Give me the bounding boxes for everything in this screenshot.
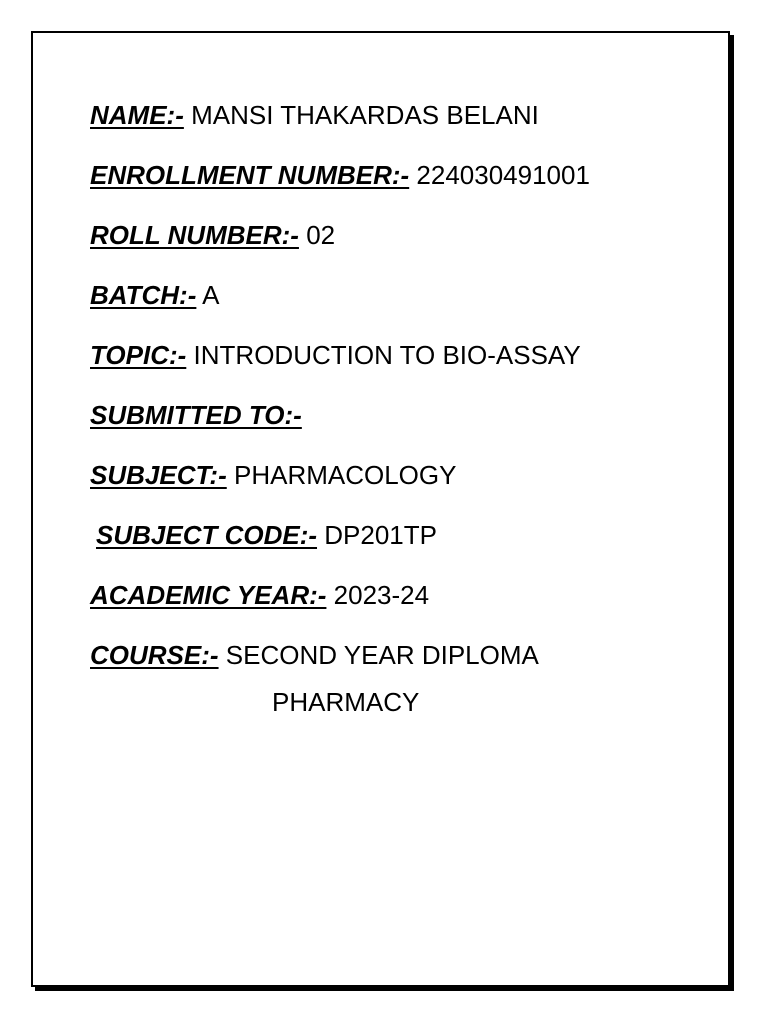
enrollment-row [90, 159, 590, 191]
roll-label: ROLL NUMBER:- [90, 220, 299, 250]
subject-code-value: DP201TP [324, 520, 437, 550]
name-value: MANSI THAKARDAS BELANI [191, 100, 539, 130]
submitted-to-row [90, 399, 302, 431]
roll-row [90, 219, 335, 251]
subject-code-row [96, 519, 437, 551]
batch-value: A [202, 280, 220, 310]
topic-value: INTRODUCTION TO BIO-ASSAY [193, 340, 581, 370]
submitted-to-label: SUBMITTED TO:- [90, 400, 302, 430]
name-row [90, 99, 539, 131]
course-value-line2: PHARMACY [272, 687, 420, 717]
course-row [90, 639, 539, 671]
course-label: COURSE:- [90, 640, 219, 670]
subject-label: SUBJECT:- [90, 460, 227, 490]
subject-row [90, 459, 456, 491]
subject-code-label: SUBJECT CODE:- [96, 520, 318, 550]
batch-row [90, 279, 220, 311]
course-value: SECOND YEAR DIPLOMA [225, 640, 539, 670]
batch-label: BATCH:- [90, 280, 197, 310]
roll-value: 02 [306, 220, 336, 250]
name-label: NAME:- [90, 100, 184, 130]
topic-label: TOPIC:- [90, 340, 187, 370]
enrollment-value: 224030491001 [416, 160, 590, 190]
enrollment-label: ENROLLMENT NUMBER:- [90, 160, 410, 190]
academic-year-label: ACADEMIC YEAR:- [90, 580, 327, 610]
topic-row [90, 339, 581, 371]
academic-year-value: 2023-24 [333, 580, 430, 610]
subject-value: PHARMACOLOGY [233, 460, 457, 490]
academic-year-row [90, 579, 429, 611]
